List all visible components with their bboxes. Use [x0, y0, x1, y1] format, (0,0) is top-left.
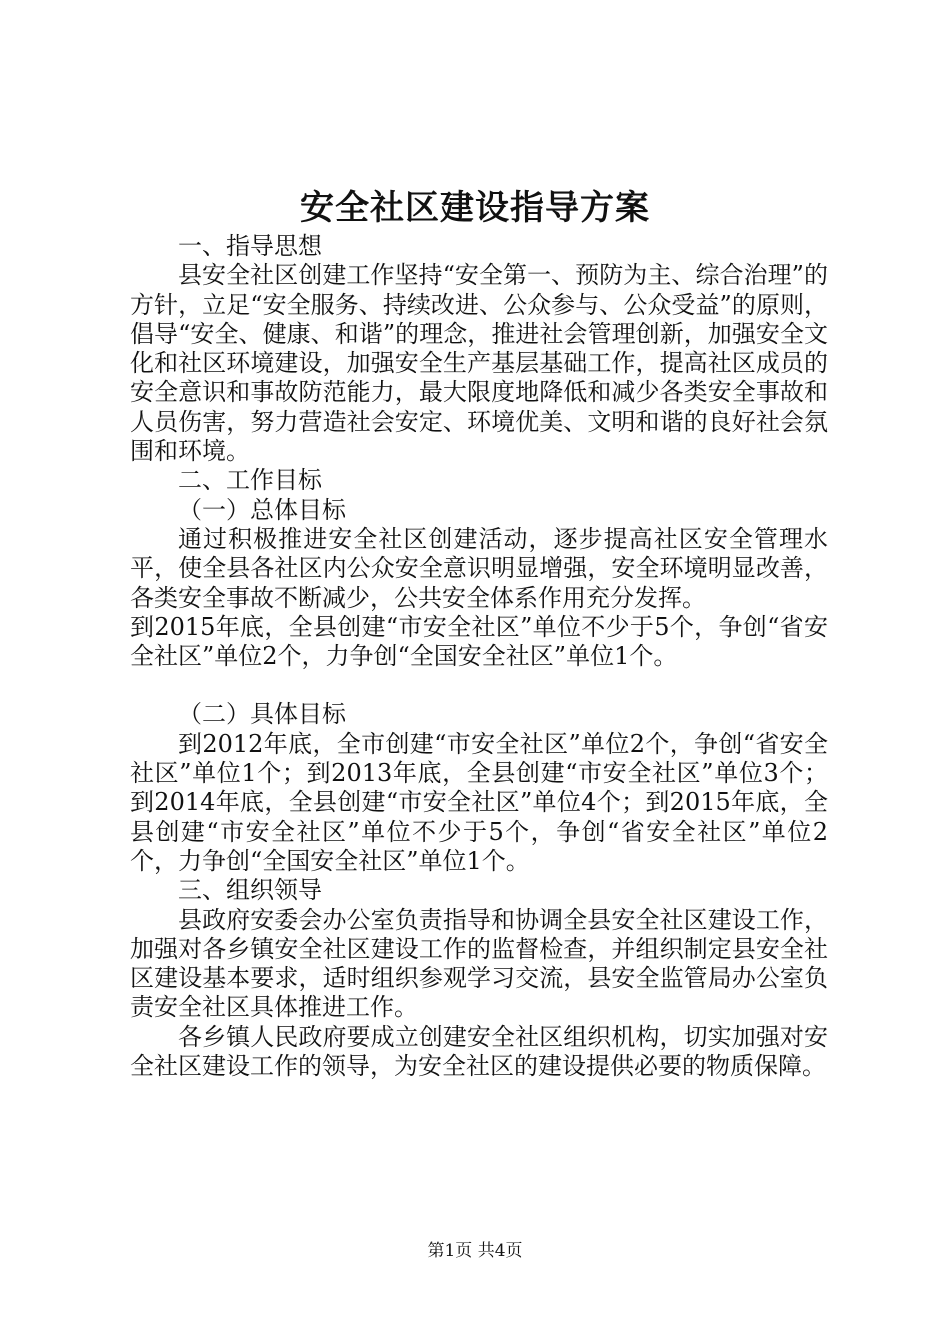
- paragraph-guiding-thought: 县安全社区创建工作坚持“安全第一、预防为主、综合治理”的方针，立足“安全服务、持续改进、公众参与、公众受益”的原则，倡导“安全、健康、和谐”的理念，推进社会管理创新，加强安全文化和社区环境建设，加强安全生产基层基础工作，提高社区成员的安全意识和事故防范能力，最大限度地降低和减少各类安全事故和人员伤害，努力营造社会安定、环境优美、文明和谐的良好社会氛围和环境。: [130, 261, 828, 466]
- section-heading-guiding-thought: 一、指导思想: [178, 232, 322, 260]
- subheading-specific-goals: （二）具体目标: [178, 700, 346, 729]
- section-heading-organization: 三、组织领导: [178, 876, 322, 905]
- subheading-overall-goal: （一）总体目标: [178, 495, 346, 524]
- page-number-footer: 第1页 共4页: [427, 1241, 523, 1261]
- section-heading-work-goals: 二、工作目标: [178, 466, 322, 495]
- document-title: 安全社区建设指导方案: [300, 188, 650, 228]
- paragraph-organization-towns: 各乡镇人民政府要成立创建安全社区组织机构，切实加强对安全社区建设工作的领导，为安全社区的建设提供必要的物质保障。: [130, 1022, 828, 1081]
- paragraph-overall-goal: 通过积极推进安全社区创建活动，逐步提高社区安全管理水平，使全县各社区内公众安全意识明显增强，安全环境明显改善，各类安全事故不断减少，公共安全体系作用充分发挥。: [130, 524, 828, 612]
- paragraph-overall-goal-target: 到2015年底，全县创建“市安全社区”单位不少于5个，争创“省安全社区”单位2个，力争创“全国安全社区”单位1个。: [130, 612, 828, 671]
- document-body: [130, 232, 828, 1081]
- paragraph-organization-county: 县政府安委会办公室负责指导和协调全县安全社区建设工作，加强对各乡镇安全社区建设工作的监督检查，并组织制定县安全社区建设基本要求，适时组织参观学习交流，县安全监管局办公室负责安全社区具体推进工作。: [130, 905, 828, 1022]
- paragraph-specific-goals: 到2012年底，全市创建“市安全社区”单位2个，争创“省安全社区”单位1个；到2013年底，全县创建“市安全社区”单位3个；到2014年底，全县创建“市安全社区”单位4个；到2015年底，全县创建“市安全社区”单位不少于5个，争创“省安全社区”单位2个，力争创“全国安全社区”单位1个。: [130, 729, 828, 875]
